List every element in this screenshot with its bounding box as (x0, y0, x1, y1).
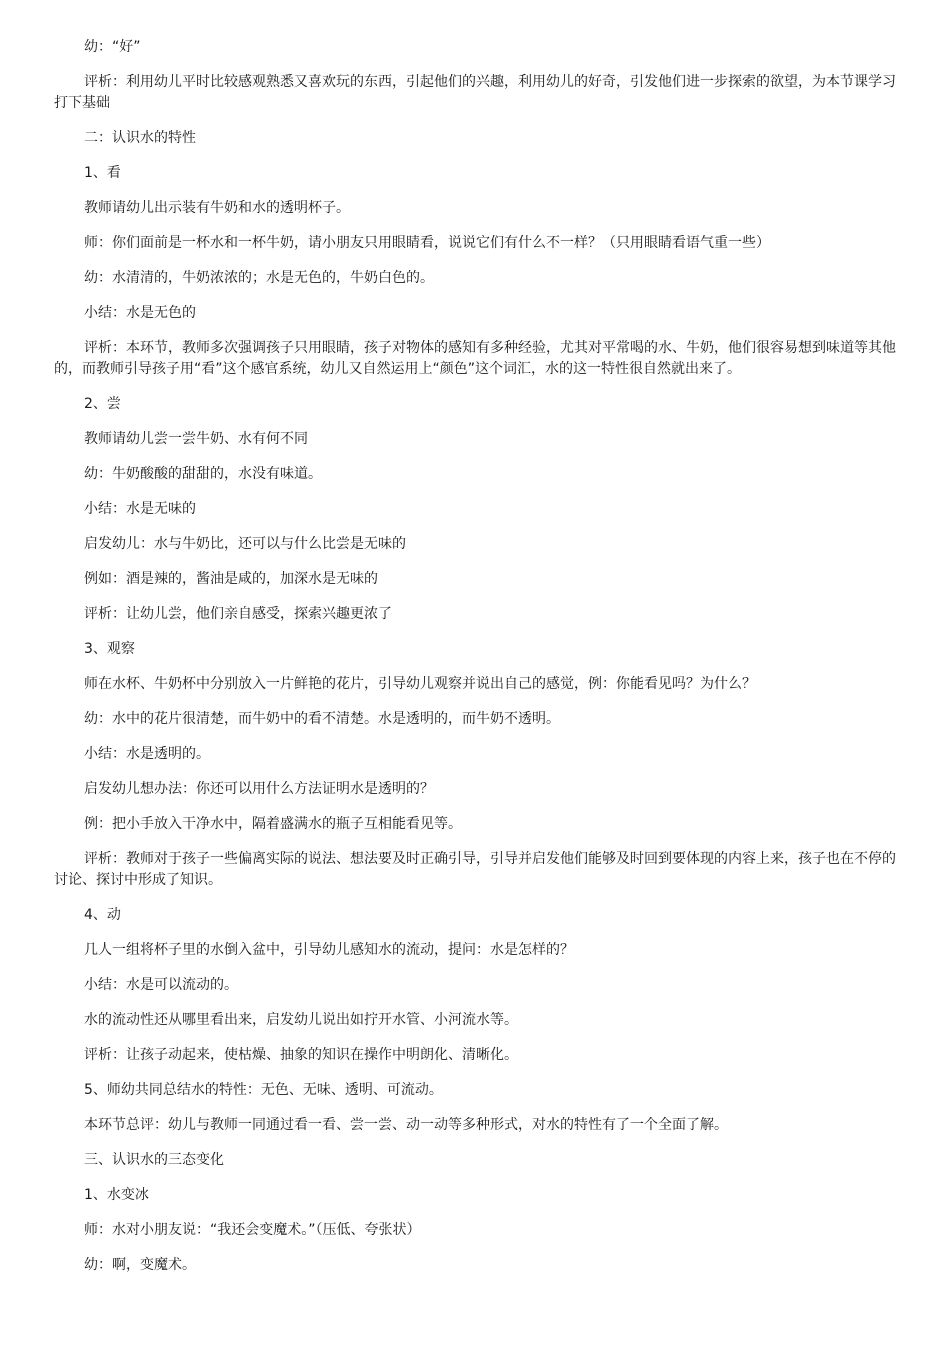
paragraph: 小结：水是可以流动的。 (84, 977, 238, 993)
paragraph: 幼：“好” (84, 39, 141, 55)
paragraph: 师：水对小朋友说：“我还会变魔术。”（压低、夸张状） (84, 1222, 421, 1238)
paragraph: 评析：让幼儿尝，他们亲自感受，探索兴趣更浓了 (84, 606, 392, 622)
paragraph: 小结：水是无味的 (84, 501, 196, 517)
paragraph: 几人一组将杯子里的水倒入盆中，引导幼儿感知水的流动，提问：水是怎样的？ (84, 942, 574, 958)
paragraph: 本环节总评：幼儿与教师一同通过看一看、尝一尝、动一动等多种形式，对水的特性有了一个全面了解。 (84, 1117, 728, 1133)
paragraph: 例：把小手放入干净水中，隔着盛满水的瓶子互相能看见等。 (84, 816, 462, 832)
subsection-heading: 4、动 (84, 907, 121, 923)
paragraph: 启发幼儿：水与牛奶比，还可以与什么比尝是无味的 (84, 536, 406, 552)
paragraph: 师在水杯、牛奶杯中分别放入一片鲜艳的花片，引导幼儿观察并说出自己的感觉，例：你能看见吗？为什么？ (84, 676, 756, 692)
subsection-heading: 2、尝 (84, 396, 121, 412)
paragraph: 评析：让孩子动起来，使枯燥、抽象的知识在操作中明朗化、清晰化。 (84, 1047, 518, 1063)
paragraph: 幼：啊，变魔术。 (84, 1257, 196, 1273)
paragraph: 评析：利用幼儿平时比较感观熟悉又喜欢玩的东西，引起他们的兴趣，利用幼儿的好奇，引发他们进一步探索的欲望，为本节课学习打下基础 (54, 74, 896, 111)
section-heading: 二：认识水的特性 (84, 130, 196, 146)
paragraph: 教师请幼儿尝一尝牛奶、水有何不同 (84, 431, 308, 447)
paragraph: 5、师幼共同总结水的特性：无色、无味、透明、可流动。 (84, 1082, 443, 1098)
subsection-heading: 1、看 (84, 165, 121, 181)
paragraph: 例如：酒是辣的，酱油是咸的，加深水是无味的 (84, 571, 378, 587)
paragraph: 教师请幼儿出示装有牛奶和水的透明杯子。 (84, 200, 350, 216)
paragraph: 评析：本环节，教师多次强调孩子只用眼睛，孩子对物体的感知有多种经验，尤其对平常喝的水、牛奶，他们很容易想到味道等其他的，而教师引导孩子用“看”这个感官系统，幼儿又自然运用上“颜色”这个词汇，水的这一特性很自然就出来了。 (54, 340, 896, 377)
paragraph: 小结：水是无色的 (84, 305, 196, 321)
paragraph: 师：你们面前是一杯水和一杯牛奶，请小朋友只用眼睛看，说说它们有什么不一样？（只用眼睛看语气重一些） (84, 235, 770, 251)
paragraph: 小结：水是透明的。 (84, 746, 210, 762)
subsection-heading: 3、观察 (84, 641, 135, 657)
document-body (54, 37, 906, 1290)
paragraph: 幼：水清清的，牛奶浓浓的；水是无色的，牛奶白色的。 (84, 270, 434, 286)
section-heading: 三、认识水的三态变化 (84, 1152, 224, 1168)
paragraph: 评析：教师对于孩子一些偏离实际的说法、想法要及时正确引导，引导并启发他们能够及时回到要体现的内容上来，孩子也在不停的讨论、探讨中形成了知识。 (54, 851, 896, 888)
paragraph: 幼：水中的花片很清楚，而牛奶中的看不清楚。水是透明的，而牛奶不透明。 (84, 711, 560, 727)
paragraph: 幼：牛奶酸酸的甜甜的，水没有味道。 (84, 466, 322, 482)
subsection-heading: 1、水变冰 (84, 1187, 149, 1203)
paragraph: 水的流动性还从哪里看出来，启发幼儿说出如拧开水管、小河流水等。 (84, 1012, 518, 1028)
paragraph: 启发幼儿想办法：你还可以用什么方法证明水是透明的？ (84, 781, 434, 797)
